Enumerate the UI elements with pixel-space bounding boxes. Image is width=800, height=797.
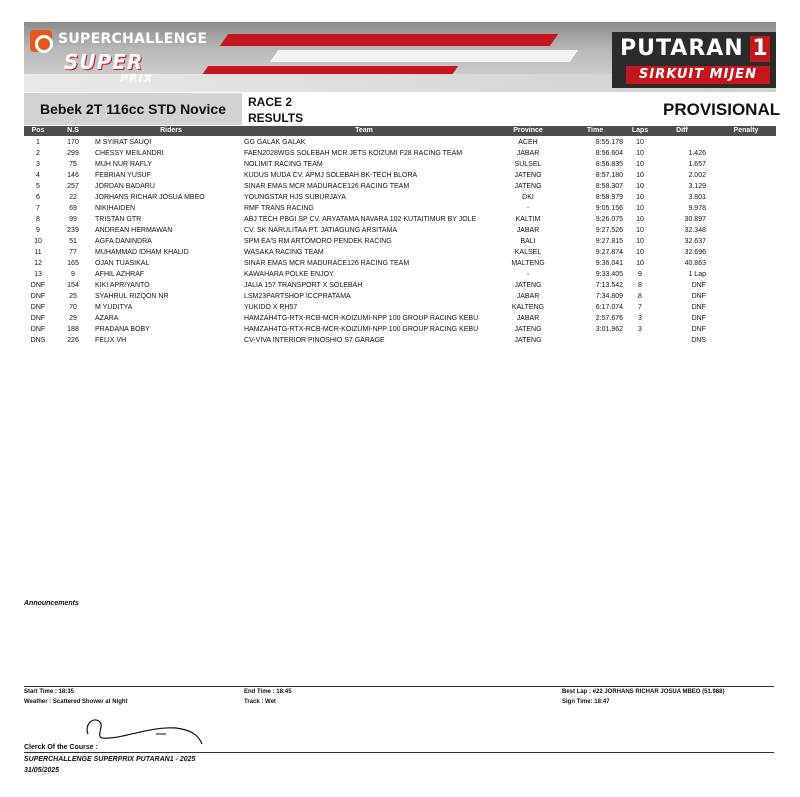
cell-team: WASAKA RACING TEAM (244, 249, 324, 256)
cell-laps: 10 (636, 260, 644, 267)
signature-divider (24, 752, 774, 753)
cell-province: JATENG (514, 172, 542, 179)
cell-pos: DNF (30, 326, 46, 333)
cell-diff: DNS (691, 337, 706, 344)
cell-province: JABAR (516, 293, 540, 300)
cell-time: 9:27.526 (595, 227, 623, 234)
cell-laps: 10 (636, 150, 644, 157)
cell-diff: 3.129 (688, 183, 706, 190)
cell-rider: SYAHRUL RIZQON NR (95, 293, 169, 300)
cell-ns: 22 (69, 194, 77, 201)
cell-province: JABAR (516, 227, 540, 234)
cell-ns: 29 (69, 315, 77, 322)
cell-pos: 4 (36, 172, 40, 179)
superchallenge-logo (24, 22, 208, 92)
cell-rider: MUH NUR RAFLY (95, 161, 153, 168)
cell-province: JATENG (514, 183, 542, 190)
session-title: RESULTS (248, 111, 304, 125)
event-date: 31/05/2025 (24, 767, 60, 774)
cell-ns: 70 (69, 304, 77, 311)
results-table (24, 137, 776, 346)
cell-team: HAMZAH4TG-RTX-RCB-MCR-KOIZUMI-NPP 100 GROUP RACING KEBU (244, 326, 479, 333)
header-laps: Laps (631, 127, 649, 134)
cell-diff: 1.657 (688, 161, 706, 168)
series-name: SUPERCHALLENGE SUPERPRIX PUTARAN1 - 2025 (24, 756, 196, 763)
cell-ns: 154 (67, 282, 79, 289)
cell-rider: JORDAN BADARU (95, 183, 155, 190)
header-ns: N.S (67, 127, 79, 134)
race-class: Bebek 2T 116cc STD Novice (24, 93, 242, 125)
cell-pos: 12 (34, 260, 42, 267)
cell-rider: MUHAMMAD IDHAM KHALID (95, 249, 189, 256)
cell-laps: 10 (636, 238, 644, 245)
result-row (24, 137, 776, 148)
cell-ns: 165 (67, 260, 79, 267)
cell-time: 8:58.979 (595, 194, 623, 201)
cell-diff: 32.637 (684, 238, 706, 245)
result-row (24, 258, 776, 269)
result-row (24, 302, 776, 313)
clerk-label: Clerck Of the Course : (24, 744, 98, 751)
cell-rider: TRISTAN GTR (95, 216, 142, 223)
cell-ns: 239 (67, 227, 79, 234)
cell-diff: DNF (691, 326, 706, 333)
cell-laps: 7 (638, 304, 642, 311)
cell-province: KALTENG (511, 304, 545, 311)
cell-team: ABJ TECH PBGI SP CV. ARYATAMA NAVARA 102 KUTAITIMUR BY JOLE (244, 216, 477, 223)
cell-ns: 170 (67, 139, 79, 146)
cell-team: SPM EA'S RM ARTOMORO PENDEK RACING (244, 238, 392, 245)
result-row (24, 247, 776, 258)
cell-rider: FEBRIAN YUSUF (95, 172, 151, 179)
footer-divider (24, 686, 774, 687)
cell-time: 7:34.809 (595, 293, 623, 300)
logo-title: SUPERCHALLENGE (58, 31, 208, 47)
cell-province: MALTENG (511, 260, 545, 267)
result-row (24, 324, 776, 335)
cell-team: HAMZAH4TG-RTX-RCB-MCR-KOIZUMI-NPP 100 GROUP RACING KEBU (244, 315, 479, 322)
cell-laps: 10 (636, 139, 644, 146)
cell-time: 8:57.180 (595, 172, 623, 179)
cell-time: 9:26.075 (595, 216, 623, 223)
cell-laps: 10 (636, 194, 644, 201)
cell-time: 9:05.156 (595, 205, 623, 212)
results-header (24, 126, 776, 136)
cell-pos: 9 (36, 227, 40, 234)
round-title: PUTARAN (620, 36, 744, 61)
cell-rider: JORHANS RICHAR JOSUA MBEO (95, 194, 205, 201)
cell-pos: DNF (30, 304, 46, 311)
result-row (24, 214, 776, 225)
result-row (24, 335, 776, 346)
cell-ns: 188 (67, 326, 79, 333)
track-condition: Track : Wet (244, 699, 276, 705)
logo-badge-icon (30, 30, 52, 52)
cell-ns: 9 (71, 271, 75, 278)
cell-rider: OJAN TUASIKAL (95, 260, 150, 267)
cell-pos: DNF (30, 293, 46, 300)
cell-ns: 299 (67, 150, 79, 157)
cell-pos: 5 (36, 183, 40, 190)
cell-laps: 3 (638, 315, 642, 322)
best-lap: Best Lap : #22 JORHANS RICHAR JOSUA MBEO (51.988) (562, 689, 725, 695)
cell-diff: 1 Lap (688, 271, 706, 278)
cell-team: CV. SK NARULITAA PT. JATIAGUNG ARSITAMA (244, 227, 397, 234)
cell-team: NOLIMIT RACING TEAM (244, 161, 323, 168)
cell-pos: 7 (36, 205, 40, 212)
cell-time: 6:17.074 (595, 304, 623, 311)
result-row (24, 280, 776, 291)
logo-super: SUPER (64, 50, 144, 74)
cell-team: KAWAHARA POLKE ENJOY (244, 271, 334, 278)
cell-time: 8:58.307 (595, 183, 623, 190)
cell-diff: DNF (691, 304, 706, 311)
cell-diff: DNF (691, 315, 706, 322)
cell-time: 8:55.178 (595, 139, 623, 146)
cell-diff: 32.348 (684, 227, 706, 234)
header-time: Time (586, 127, 604, 134)
cell-rider: PRADANA BOBY (95, 326, 150, 333)
cell-rider: M YUDITYA (95, 304, 133, 311)
round-badge (612, 32, 776, 88)
cell-time: 8:56.835 (595, 161, 623, 168)
cell-laps: 10 (636, 249, 644, 256)
cell-ns: 99 (69, 216, 77, 223)
cell-province: JATENG (514, 337, 542, 344)
result-row (24, 269, 776, 280)
cell-ns: 69 (69, 205, 77, 212)
cell-ns: 51 (69, 238, 77, 245)
cell-rider: NIKIHAIDEN (95, 205, 136, 212)
cell-team: RMF TRANS RACING (244, 205, 314, 212)
result-row (24, 170, 776, 181)
circuit-name: SIRKUIT MIJEN (626, 66, 770, 84)
cell-rider: FELIX VH (95, 337, 127, 344)
cell-time: 2:57.676 (595, 315, 623, 322)
cell-ns: 75 (69, 161, 77, 168)
result-row (24, 159, 776, 170)
result-row (24, 236, 776, 247)
cell-pos: 3 (36, 161, 40, 168)
cell-province: - (526, 205, 530, 212)
cell-province: KALSEL (514, 249, 542, 256)
cell-time: 9:33.405 (595, 271, 623, 278)
cell-pos: 1 (36, 139, 40, 146)
result-row (24, 181, 776, 192)
cell-province: JABAR (516, 315, 540, 322)
header-riders: Riders (160, 127, 182, 134)
cell-pos: 2 (36, 150, 40, 157)
cell-diff: 32.696 (684, 249, 706, 256)
header-penalty: Penalty (733, 127, 759, 134)
cell-pos: 11 (34, 249, 42, 256)
event-banner (24, 22, 776, 92)
result-row (24, 225, 776, 236)
cell-rider: ANDREAN HERMAWAN (95, 227, 173, 234)
race-title: RACE 2 (248, 95, 293, 109)
cell-ns: 257 (67, 183, 79, 190)
cell-rider: CHESSY MEILANDRI (95, 150, 164, 157)
cell-team: JALIA 157 TRANSPORT X SOLEBAH (244, 282, 363, 289)
cell-pos: 13 (34, 271, 42, 278)
cell-province: SULSEL (514, 161, 542, 168)
header-pos: Pos (31, 127, 45, 134)
cell-pos: 6 (36, 194, 40, 201)
logo-prix: PRIX (120, 72, 154, 85)
cell-team: FAEN2028WGS SOLEBAH MCR JETS KOIZUMI F28 RACING TEAM (244, 150, 463, 157)
cell-pos: 10 (34, 238, 42, 245)
cell-laps: 8 (638, 293, 642, 300)
cell-diff: 30.897 (684, 216, 706, 223)
cell-time: 3:01.962 (595, 326, 623, 333)
cell-ns: 77 (69, 249, 77, 256)
cell-laps: 8 (638, 282, 642, 289)
cell-laps: 3 (638, 326, 642, 333)
cell-rider: AZARA (95, 315, 119, 322)
cell-pos: DNF (30, 282, 46, 289)
cell-pos: DNS (30, 337, 46, 344)
banner-stripe (270, 50, 578, 62)
cell-laps: 10 (636, 161, 644, 168)
cell-team: GG GALAK GALAK (244, 139, 306, 146)
cell-rider: M SYIRAT SAUQI (95, 139, 152, 146)
banner-stripe (220, 34, 558, 46)
cell-laps: 9 (638, 271, 642, 278)
cell-time: 9:36.041 (595, 260, 623, 267)
cell-rider: KIKI APRIYANTO (95, 282, 150, 289)
cell-province: DKI (522, 194, 534, 201)
cell-province: ACEH (518, 139, 538, 146)
result-row (24, 192, 776, 203)
cell-diff: DNF (691, 282, 706, 289)
cell-diff: 2.002 (688, 172, 706, 179)
cell-province: JABAR (516, 150, 540, 157)
header-province: Province (513, 127, 543, 134)
cell-pos: 8 (36, 216, 40, 223)
cell-province: KALTIM (515, 216, 541, 223)
cell-province: - (526, 271, 530, 278)
cell-diff: 1.426 (688, 150, 706, 157)
cell-rider: AGFA DANINDRA (95, 238, 152, 245)
cell-ns: 25 (69, 293, 77, 300)
end-time: End Time : 18:45 (244, 689, 292, 695)
cell-laps: 10 (636, 205, 644, 212)
header-diff: Diff (676, 127, 688, 134)
cell-province: JATENG (514, 282, 542, 289)
cell-province: BALI (520, 238, 536, 245)
cell-laps: 10 (636, 227, 644, 234)
header-team: Team (355, 127, 373, 134)
cell-diff: DNF (691, 293, 706, 300)
cell-province: JATENG (514, 326, 542, 333)
cell-pos: DNF (30, 315, 46, 322)
clerk-signature (80, 714, 206, 748)
cell-team: CV-VIVA INTERIOR PINOSHIO S7 GARAGE (244, 337, 385, 344)
cell-team: YUKIDO X RH57 (244, 304, 298, 311)
cell-time: 7:13.542 (595, 282, 623, 289)
cell-laps: 10 (636, 172, 644, 179)
result-row (24, 148, 776, 159)
cell-team: KUDUS MUDA CV. APMJ SOLEBAH BK-TECH BLORA (244, 172, 418, 179)
cell-ns: 146 (67, 172, 79, 179)
weather: Weather : Scattered Shower at Night (24, 699, 128, 705)
result-row (24, 203, 776, 214)
start-time: Start Time : 18:35 (24, 689, 74, 695)
cell-time: 9:27.815 (595, 238, 623, 245)
cell-time: 8:56.604 (595, 150, 623, 157)
round-number: 1 (750, 36, 770, 62)
cell-team: YOUNGSTAR HJS SUBURJAYA (244, 194, 346, 201)
cell-diff: 9.978 (688, 205, 706, 212)
sign-time: Sign Time: 18:47 (562, 699, 610, 705)
cell-team: SINAR EMAS MCR MADURACE126 RACING TEAM (244, 183, 410, 190)
status-label: PROVISIONAL (663, 100, 781, 119)
announcements-label: Announcements (24, 600, 79, 607)
cell-laps: 10 (636, 183, 644, 190)
cell-team: SINAR EMAS MCR MADURACE126 RACING TEAM (244, 260, 410, 267)
cell-team: LSM23PARTSHOP ICCPRATAMA (244, 293, 351, 300)
result-row (24, 313, 776, 324)
cell-time: 9:27.874 (595, 249, 623, 256)
result-row (24, 291, 776, 302)
cell-diff: 40.863 (684, 260, 706, 267)
cell-laps: 10 (636, 216, 644, 223)
cell-diff: 3.801 (688, 194, 706, 201)
cell-ns: 226 (67, 337, 79, 344)
cell-rider: AFHIL AZHRAF (95, 271, 145, 278)
